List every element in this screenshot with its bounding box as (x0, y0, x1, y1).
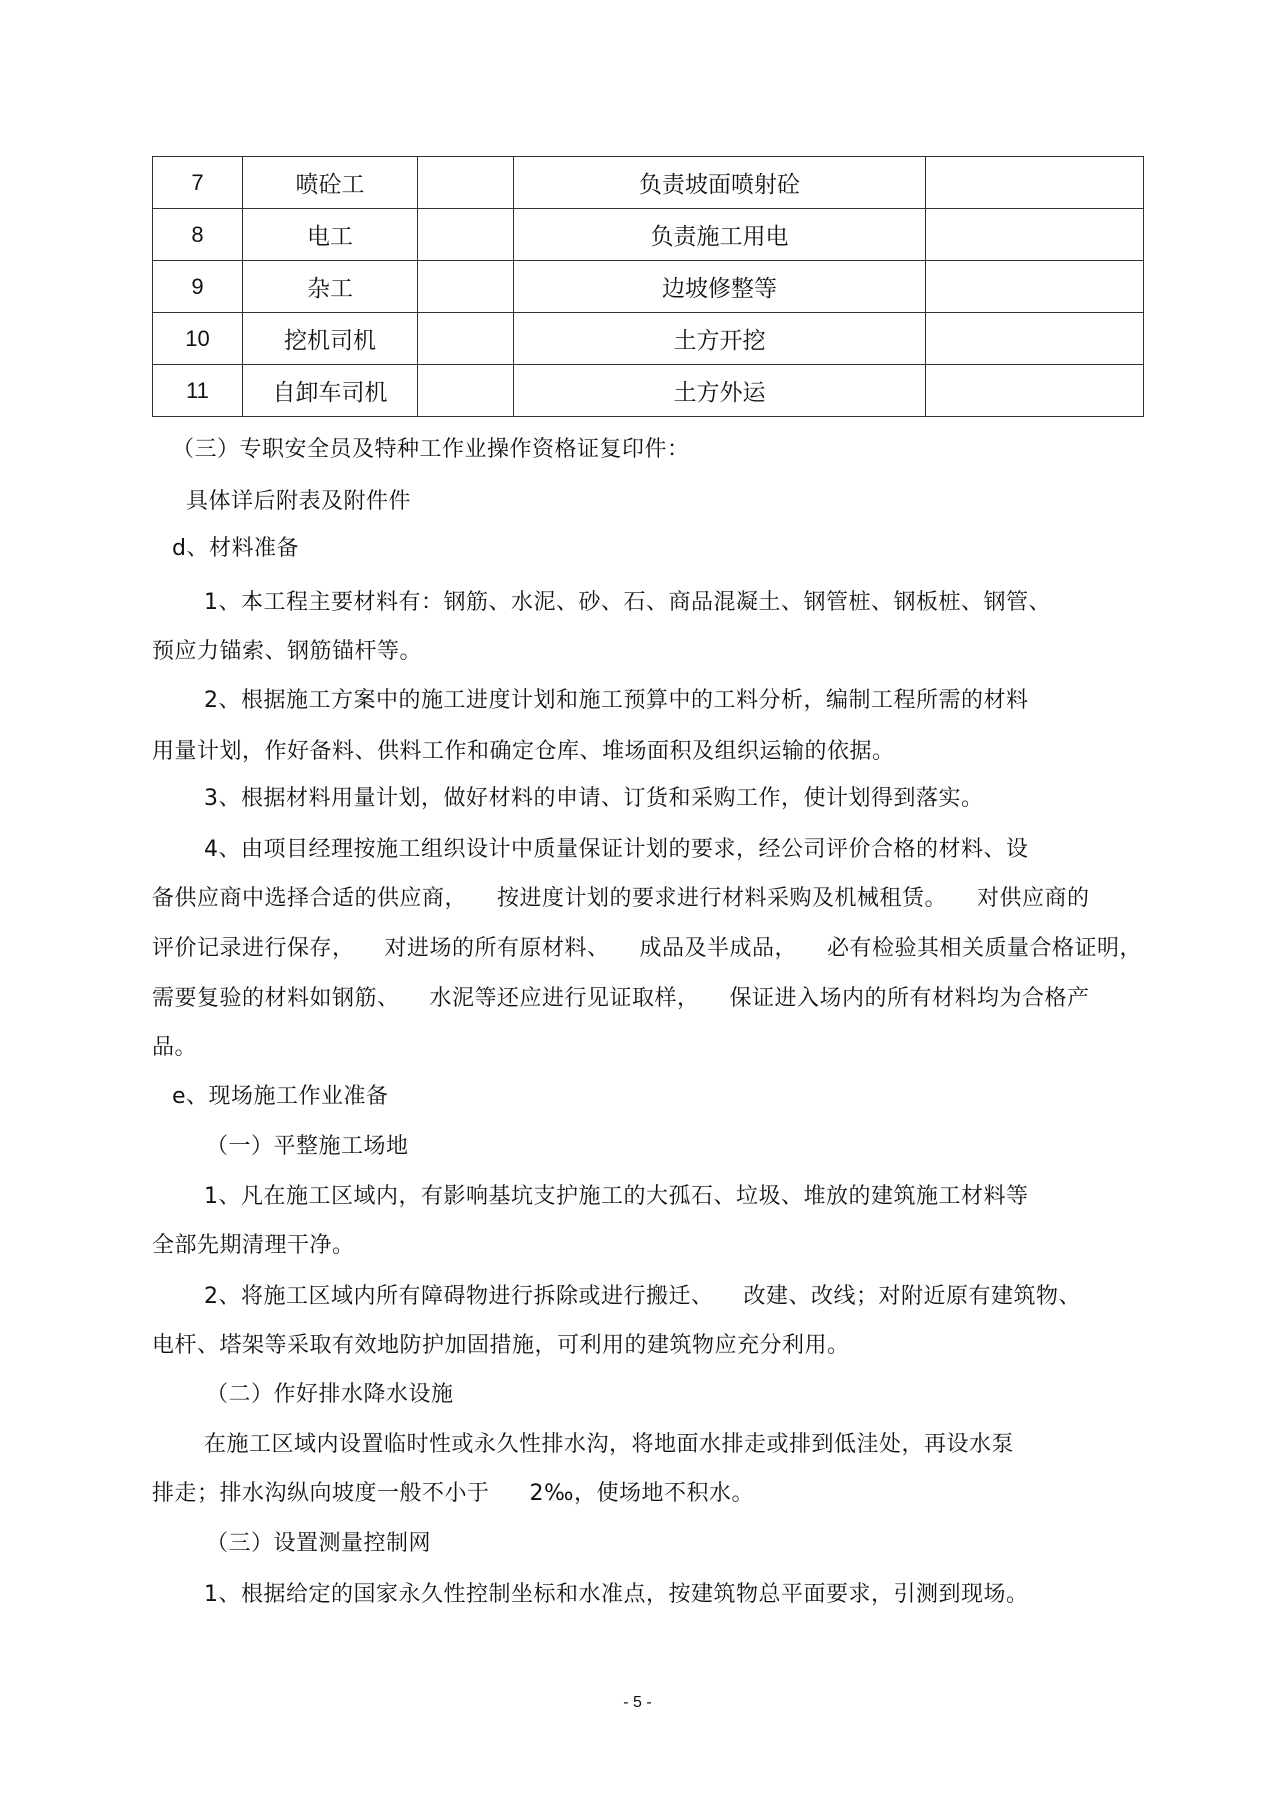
row-note (926, 365, 1144, 417)
row-count (418, 313, 514, 365)
text-segment: 2、将施工区域内所有障碍物进行拆除或进行搬迁、 (204, 1284, 714, 1309)
paragraph-line: 全部先期清理干净。 (152, 1233, 355, 1258)
row-role: 电工 (243, 209, 418, 261)
row-count (418, 365, 514, 417)
text-segment: 必有检验其相关质量合格证明， (827, 936, 1143, 961)
row-duty: 边坡修整等 (514, 261, 926, 313)
row-number: 10 (153, 313, 243, 365)
paragraph-line: 用量计划，作好备料、供料工作和确定仓库、堆场面积及组织运输的依据。 (152, 739, 895, 764)
paragraph-line (152, 1480, 754, 1508)
paragraph-line: 在施工区域内设置临时性或永久性排水沟，将地面水排走或排到低洼处，再设水泵 (204, 1432, 1015, 1457)
text-segment: 备供应商中选择合适的供应商， (152, 886, 468, 911)
section-heading: d、材料准备 (172, 536, 299, 561)
text-segment: 水泥等还应进行见证取样， (429, 986, 700, 1011)
table-row (153, 209, 1144, 261)
table-row (153, 365, 1144, 417)
text-segment: 需要复验的材料如钢筋、 (152, 986, 400, 1011)
row-role: 自卸车司机 (243, 365, 418, 417)
section-heading: e、现场施工作业准备 (172, 1084, 389, 1109)
row-count (418, 209, 514, 261)
row-count (418, 157, 514, 209)
row-note (926, 261, 1144, 313)
text-segment: 保证进入场内的所有材料均为合格产 (729, 986, 1090, 1011)
paragraph-line (152, 885, 1090, 913)
paragraph-line: 3、根据材料用量计划，做好材料的申请、订货和采购工作，使计划得到落实。 (204, 786, 984, 811)
text-segment: 按进度计划的要求进行材料采购及机械租赁。 (497, 886, 948, 911)
row-duty: 负责坡面喷射砼 (514, 157, 926, 209)
table-row (153, 313, 1144, 365)
text-segment: 成品及半成品， (639, 936, 798, 961)
text-segment: 2‰，使场地不积水。 (529, 1481, 755, 1506)
row-note (926, 313, 1144, 365)
table-row (153, 261, 1144, 313)
row-note (926, 209, 1144, 261)
row-number: 11 (153, 365, 243, 417)
subsection-heading: （二）作好排水降水设施 (206, 1382, 454, 1407)
text-segment: 对供应商的 (977, 886, 1090, 911)
subsection-heading: （三）设置测量控制网 (206, 1531, 432, 1556)
page-number: - 5 - (623, 1694, 652, 1711)
row-number: 8 (153, 209, 243, 261)
staff-table (152, 156, 1144, 417)
row-note (926, 157, 1144, 209)
paragraph-line: 1、本工程主要材料有：钢筋、水泥、砂、石、商品混凝土、钢管桩、钢板桩、钢管、 (204, 590, 1051, 615)
paragraph-line: 1、根据给定的国家永久性控制坐标和水准点，按建筑物总平面要求，引测到现场。 (204, 1582, 1029, 1607)
paragraph-line: 4、由项目经理按施工组织设计中质量保证计划的要求，经公司评价合格的材料、设 (204, 837, 1029, 862)
text-segment: 对进场的所有原材料、 (384, 936, 610, 961)
paragraph-line: 1、凡在施工区域内，有影响基坑支护施工的大孤石、垃圾、堆放的建筑施工材料等 (204, 1184, 1029, 1209)
row-duty: 负责施工用电 (514, 209, 926, 261)
row-duty: 土方开挖 (514, 313, 926, 365)
row-role: 杂工 (243, 261, 418, 313)
text-segment: 排走；排水沟纵向坡度一般不小于 (152, 1481, 490, 1506)
row-role: 喷砼工 (243, 157, 418, 209)
paragraph-line: 预应力锚索、钢筋锚杆等。 (152, 639, 423, 664)
paragraph-line (152, 935, 1142, 963)
paragraph-line (152, 985, 1090, 1013)
paragraph-line (204, 1283, 1081, 1311)
paragraph-line: 电杆、塔架等采取有效地防护加固措施，可利用的建筑物应充分利用。 (152, 1333, 850, 1358)
paragraph-line: 具体详后附表及附件件 (186, 489, 412, 514)
text-segment: 改建、改线；对附近原有建筑物、 (743, 1284, 1082, 1309)
row-duty: 土方外运 (514, 365, 926, 417)
row-count (418, 261, 514, 313)
paragraph-line: 品。 (152, 1035, 198, 1060)
subsection-heading: （一）平整施工场地 (206, 1134, 409, 1159)
row-number: 7 (153, 157, 243, 209)
table-row (153, 157, 1144, 209)
row-number: 9 (153, 261, 243, 313)
text-segment: 评价记录进行保存， (152, 936, 355, 961)
paragraph-line: 2、根据施工方案中的施工进度计划和施工预算中的工料分析，编制工程所需的材料 (204, 688, 1029, 713)
row-role: 挖机司机 (243, 313, 418, 365)
section-heading: （三）专职安全员及特种工作业操作资格证复印件： (172, 437, 690, 462)
